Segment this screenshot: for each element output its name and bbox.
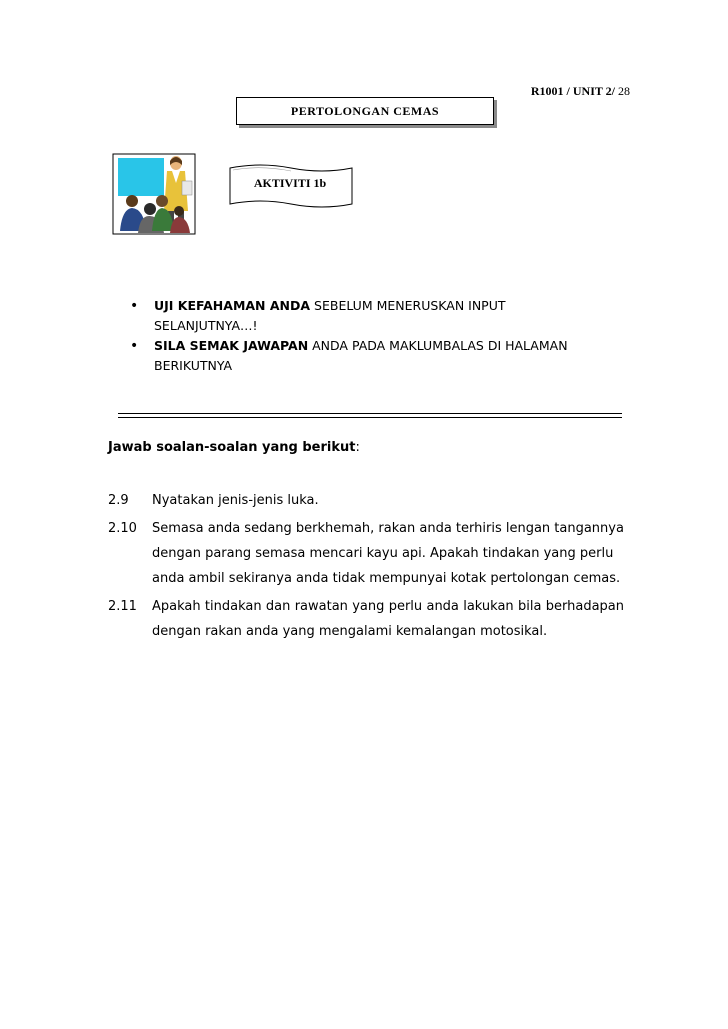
divider [118, 417, 622, 418]
classroom-teacher-students-clipart [112, 153, 196, 235]
question-text: Apakah tindakan dan rawatan yang perlu anda lakukan bila berhadapan dengan rakan anda yang mengalami kemalangan motosikal. [152, 599, 624, 639]
bullet-bold: SILA SEMAK JAWAPAN [154, 338, 309, 353]
bullet-rest: ANDA PADA MAKLUMBALAS DI HALAMAN BERIKUTNYA [154, 338, 568, 373]
question-item [108, 516, 624, 591]
activity-label: AKTIVITI 1b [253, 176, 327, 190]
page-title: PERTOLONGAN CEMAS [236, 97, 494, 125]
question-number: 2.10 [108, 521, 137, 536]
question-number: 2.11 [108, 599, 137, 614]
bullet-item [130, 296, 570, 336]
bullet-bold: UJI KEFAHAMAN ANDA [154, 298, 311, 313]
bullet-icon: • [130, 298, 139, 314]
instruction-rest: : [355, 440, 360, 455]
course-code: R1001 / UNIT 2/ [530, 84, 615, 98]
question-item [108, 594, 624, 644]
question-list [108, 488, 624, 647]
bullet-rest: SEBELUM MENERUSKAN INPUT SELANJUTNYA…! [154, 298, 506, 333]
instruction-bullets [130, 296, 570, 376]
question-text: Semasa anda sedang berkhemah, rakan anda terhiris lengan tangannya dengan parang semasa mencari kayu api. Apakah tindakan yang perlu anda ambil sekiranya anda tidak mempunyai kotak pertolongan cemas. [152, 521, 624, 586]
page-number: 28 [618, 84, 630, 98]
question-text: Nyatakan jenis-jenis luka. [152, 493, 319, 508]
bullet-icon: • [130, 338, 139, 354]
question-item [108, 488, 624, 513]
instruction-bold: Jawab soalan-soalan yang berikut [108, 440, 356, 455]
question-number: 2.9 [108, 493, 129, 508]
bullet-item [130, 336, 570, 376]
divider [118, 413, 622, 414]
page-reference [500, 84, 630, 99]
question-instruction [108, 440, 360, 455]
